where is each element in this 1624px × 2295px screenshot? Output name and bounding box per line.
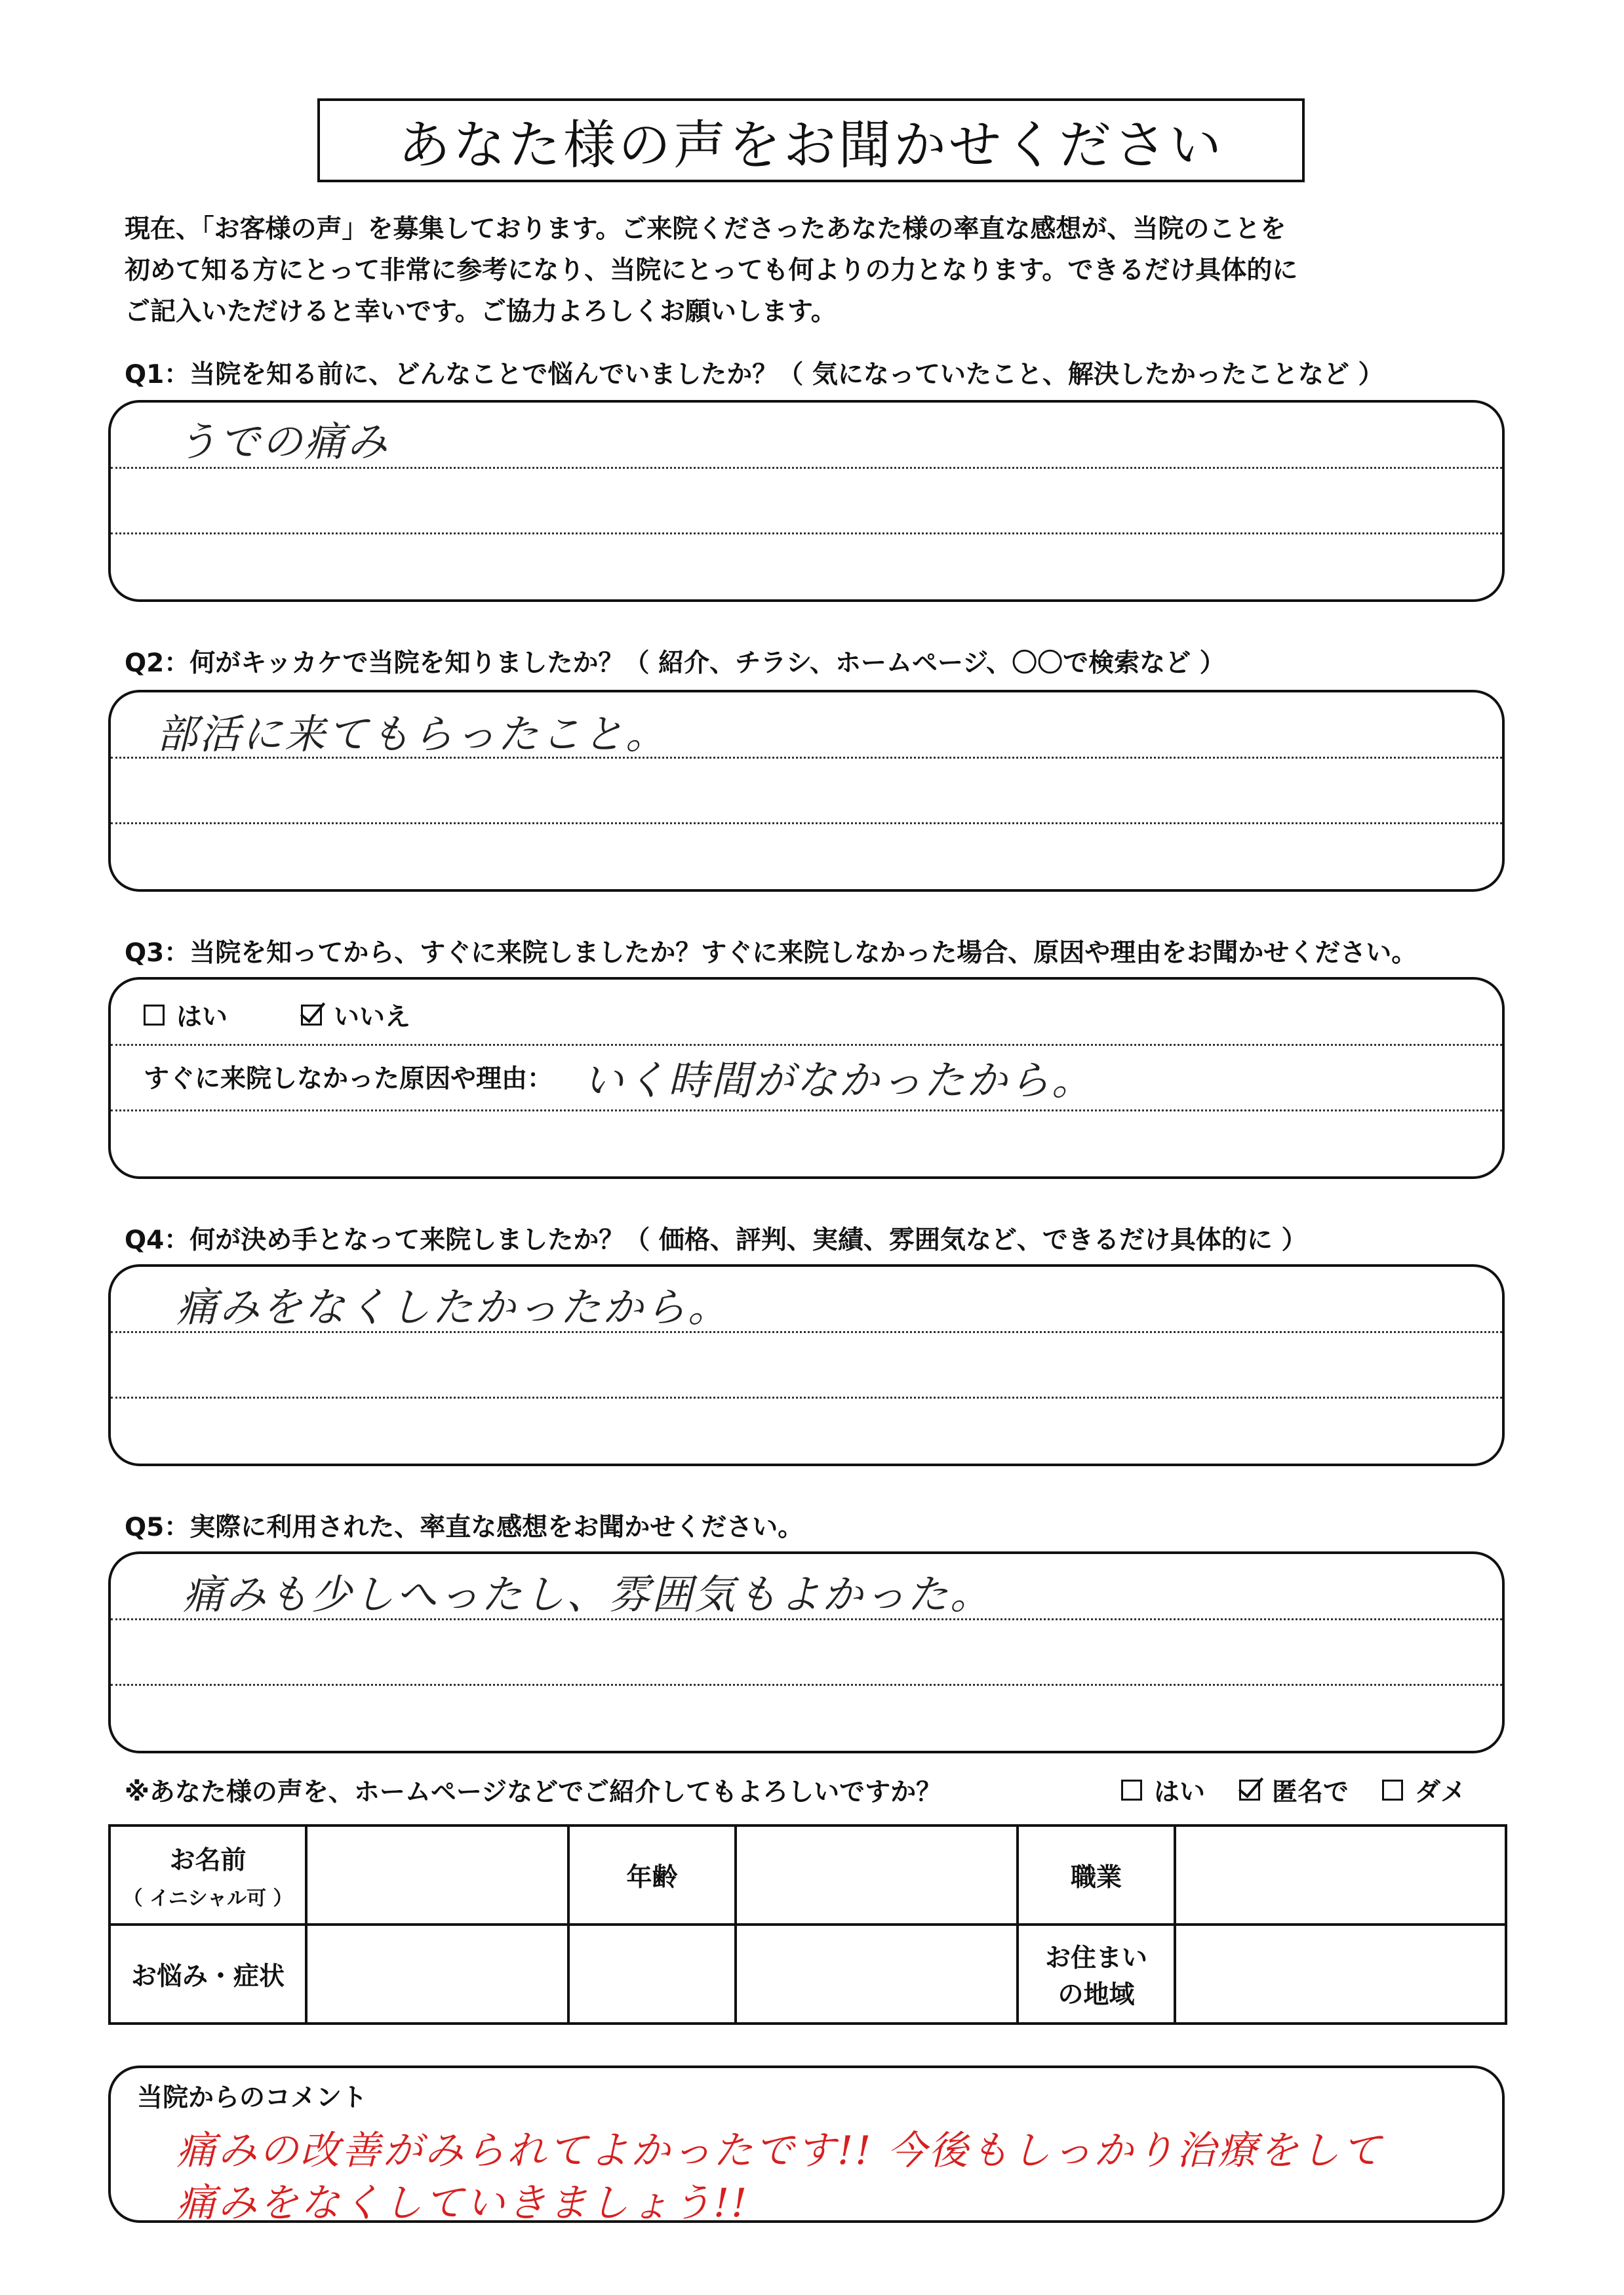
empty-cell[interactable] [568,1925,736,2024]
q1-label: Q1：当院を知る前に、どんなことで悩んでいましたか？（ 気になっていたこと、解決したかったことなど ） [125,360,1384,389]
dotted-line [111,1397,1502,1399]
job-label-cell [1018,1826,1175,1925]
consent-option-anonymous[interactable] [1239,1772,1349,1808]
q5-answer-box[interactable] [108,1551,1505,1753]
consent-yes-label: はい [1154,1778,1206,1807]
dotted-line [111,532,1502,534]
name-label-cell [109,1826,306,1925]
q1-answer-box[interactable] [108,400,1505,602]
q5-answer: 痛みも少しへったし、雰囲気もよかった。 [183,1570,993,1618]
job-input-cell[interactable] [1175,1826,1506,1925]
q2-answer: 部活に来てもらったこと。 [157,710,669,758]
dotted-line [111,1109,1502,1111]
intro-line: 初めて知る方にとって非常に参考になり、当院にとっても何よりの力となります。できるだけ具体的に [125,256,1298,285]
area-label-line1: お住まい [1044,1943,1147,1973]
comment-box [108,2066,1505,2226]
q3-reason-answer: いく時間がなかったから。 [583,1056,1095,1104]
intro-line: ご記入いただけると幸いです。ご協力よろしくお願いします。 [125,297,837,327]
page-title: あなた様の声をお聞かせください [317,98,1305,182]
consent-question: ※あなた様の声を、ホームページなどでご紹介してもよろしいですか？ [125,1778,942,1807]
job-label: 職業 [1070,1862,1122,1892]
q3-no-label: いいえ [334,1003,411,1032]
q5-label: Q5：実際に利用された、率直な感想をお聞かせください。 [125,1513,804,1542]
q3-yes-option[interactable] [144,997,228,1033]
q3-answer-box [108,977,1505,1179]
dotted-line [111,822,1502,824]
area-label-cell [1018,1925,1175,2024]
consent-yes-checkbox[interactable] [1121,1780,1142,1801]
area-label-line2: の地域 [1058,1980,1135,2010]
age-label: 年齢 [626,1862,678,1892]
comment-line-2: 痛みをなくしていきましょう!! [176,2180,749,2226]
q4-answer-box[interactable] [108,1264,1505,1466]
q2-answer-box[interactable] [108,690,1505,892]
consent-option-no[interactable] [1382,1772,1466,1808]
dotted-line [111,1684,1502,1686]
intro-text [125,209,1501,332]
dotted-line [111,1044,1502,1046]
symptom-label-cell [109,1925,306,2024]
info-table [108,1824,1507,2025]
empty-cell[interactable] [736,1925,1018,2024]
name-label: お名前 [169,1845,247,1875]
consent-option-yes[interactable] [1121,1772,1205,1808]
q2-label: Q2：何がキッカケで当院を知りましたか？（ 紹介、チラシ、ホームページ、〇〇で検索など ） [125,649,1225,678]
comment-label: 当院からのコメント [137,2083,368,2113]
q3-no-option[interactable] [301,997,410,1033]
q3-yes-checkbox[interactable] [144,1005,165,1026]
q3-reason-row [144,1058,553,1095]
symptom-label: お悩み・症状 [130,1961,285,1991]
consent-no-label: ダメ [1415,1778,1467,1807]
q4-answer: 痛みをなくしたかったから。 [176,1283,731,1331]
intro-line: 現在、「お客様の声」を募集しております。ご来院くださったあなた様の率直な感想が、当院のことを [125,214,1286,244]
name-input-cell[interactable] [306,1826,568,1925]
q1-answer: うでの痛み [176,418,390,466]
name-sub-label: （ イニシャル可 ） [123,1886,293,1910]
q4-label: Q4：何が決め手となって来院しましたか？（ 価格、評判、実績、雰囲気など、できるだけ具体的に ） [125,1226,1307,1255]
consent-anonymous-label: 匿名で [1272,1778,1349,1807]
age-input-cell[interactable] [736,1826,1018,1925]
area-input-cell[interactable] [1175,1925,1506,2024]
consent-no-checkbox[interactable] [1382,1780,1403,1801]
q3-yes-label: はい [176,1003,228,1032]
q3-no-checkbox[interactable] [301,1005,322,1026]
q3-label: Q3：当院を知ってから、すぐに来院しましたか？すぐに来院しなかった場合、原因や理由をお聞かせください。 [125,938,1417,968]
consent-anonymous-checkbox[interactable] [1239,1780,1260,1801]
q3-reason-label: すぐに来院しなかった原因や理由： [144,1064,553,1094]
symptom-input-cell[interactable] [306,1925,568,2024]
comment-line-1: 痛みの改善がみられてよかったです!! 今後もしっかり治療をして [176,2128,1383,2174]
age-label-cell [568,1826,736,1925]
